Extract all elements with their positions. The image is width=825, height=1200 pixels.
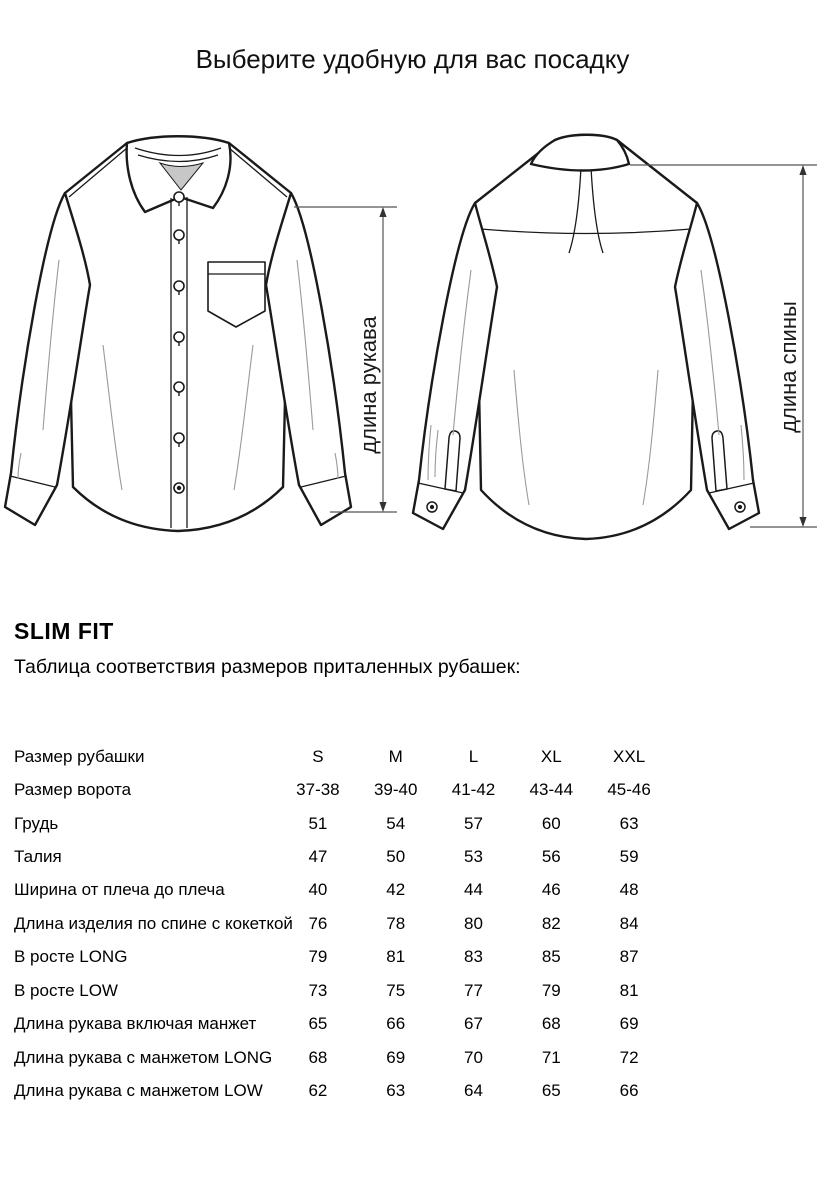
value-cell: 65 — [541, 1081, 561, 1101]
value-cell: 80 — [464, 913, 483, 933]
value-cell: 62 — [308, 1081, 328, 1101]
size-column-header: XL — [540, 746, 562, 766]
table-row — [14, 840, 674, 873]
size-column-header: XXL — [613, 746, 646, 766]
back-length-label: длина спины — [776, 301, 801, 433]
value-cell: 54 — [386, 813, 406, 833]
table-row — [14, 1041, 674, 1074]
value-cell: 56 — [541, 847, 561, 867]
value-cell: 59 — [619, 847, 639, 867]
value-cell: 53 — [464, 847, 483, 867]
value-cell: 45-46 — [607, 780, 651, 800]
value-cell: 60 — [541, 813, 561, 833]
value-cell: 39-40 — [373, 780, 418, 800]
value-cell: 72 — [619, 1047, 639, 1067]
value-cell: 68 — [541, 1014, 561, 1034]
value-cell: 73 — [308, 980, 328, 1000]
table-row — [14, 874, 674, 907]
value-cell: 65 — [308, 1014, 328, 1034]
row-label: Длина рукава с манжетом LOW — [14, 1081, 263, 1101]
value-cell: 48 — [619, 880, 639, 900]
value-cell: 70 — [464, 1047, 483, 1067]
value-cell: 82 — [541, 913, 561, 933]
value-cell: 66 — [386, 1014, 406, 1034]
value-cell: 44 — [464, 880, 483, 900]
value-cell: 40 — [308, 880, 328, 900]
size-column-header: M — [388, 746, 403, 766]
row-label: Ширина от плеча до плеча — [14, 880, 225, 900]
size-table — [14, 740, 674, 1108]
fit-subtitle: Таблица соответствия размеров приталенных рубашек: — [14, 656, 521, 678]
value-cell: 77 — [464, 980, 483, 1000]
row-label: В росте LOW — [14, 980, 118, 1000]
value-cell: 50 — [386, 847, 406, 867]
value-cell: 37-38 — [296, 780, 340, 800]
shirt-diagram — [0, 115, 825, 585]
value-cell: 64 — [464, 1081, 483, 1101]
value-cell: 81 — [619, 980, 639, 1000]
value-cell: 83 — [464, 947, 483, 967]
row-label: В росте LONG — [14, 947, 128, 967]
table-row — [14, 773, 674, 806]
fit-heading: SLIM FIT — [14, 618, 114, 644]
value-cell: 63 — [619, 813, 639, 833]
value-cell: 79 — [308, 947, 328, 967]
row-label: Размер ворота — [14, 780, 132, 800]
table-row — [14, 907, 674, 940]
table-row — [14, 974, 674, 1007]
table-row — [14, 807, 674, 840]
value-cell: 68 — [308, 1047, 328, 1067]
value-cell: 69 — [386, 1047, 406, 1067]
value-cell: 84 — [619, 913, 639, 933]
value-cell: 47 — [308, 847, 328, 867]
value-cell: 42 — [386, 880, 406, 900]
table-header-row — [14, 740, 674, 773]
value-cell: 57 — [464, 813, 483, 833]
value-cell: 43-44 — [529, 780, 574, 800]
value-cell: 46 — [541, 880, 561, 900]
value-cell: 78 — [386, 913, 406, 933]
value-cell: 79 — [541, 980, 561, 1000]
value-cell: 63 — [386, 1081, 406, 1101]
value-cell: 67 — [464, 1014, 483, 1034]
row-label: Талия — [14, 847, 62, 867]
value-cell: 75 — [386, 980, 406, 1000]
header-label: Размер рубашки — [14, 746, 145, 766]
row-label: Длина изделия по спине с кокеткой — [14, 913, 293, 933]
value-cell: 41-42 — [451, 780, 496, 800]
value-cell: 66 — [619, 1081, 639, 1101]
page-title: Выберите удобную для вас посадку — [195, 44, 630, 74]
shirt-back-drawing — [413, 135, 759, 539]
value-cell: 85 — [541, 947, 561, 967]
value-cell: 76 — [308, 913, 328, 933]
value-cell: 81 — [386, 947, 406, 967]
sleeve-length-label: длина рукава — [356, 316, 381, 454]
shirt-front-drawing — [5, 136, 351, 531]
value-cell: 71 — [541, 1047, 561, 1067]
size-column-header: L — [468, 746, 479, 766]
value-cell: 87 — [619, 947, 639, 967]
size-column-header: S — [312, 746, 324, 766]
row-label: Грудь — [14, 813, 59, 833]
table-row — [14, 941, 674, 974]
table-row — [14, 1008, 674, 1041]
value-cell: 69 — [619, 1014, 639, 1034]
row-label: Длина рукава с манжетом LONG — [14, 1047, 273, 1067]
row-label: Длина рукава включая манжет — [14, 1014, 257, 1034]
table-row — [14, 1074, 674, 1107]
value-cell: 51 — [308, 813, 328, 833]
